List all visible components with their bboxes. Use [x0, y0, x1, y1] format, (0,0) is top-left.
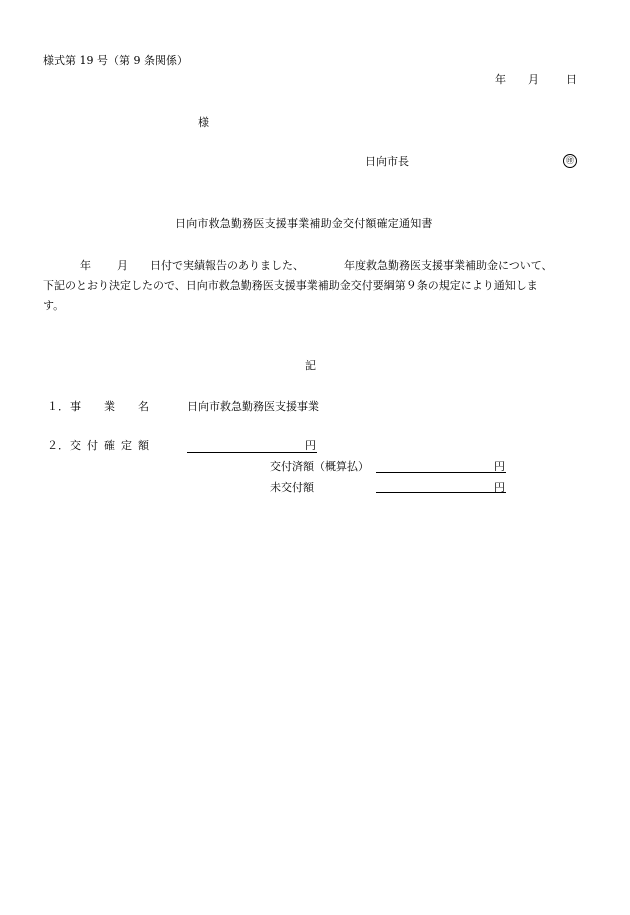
item-1-label: 事業名	[70, 400, 172, 413]
paid-amount-line	[376, 472, 506, 473]
unpaid-amount-unit: 円	[494, 481, 505, 494]
body-line-1	[43, 256, 580, 276]
ki-heading: 記	[305, 359, 316, 372]
unpaid-amount-line	[376, 492, 506, 493]
body-month-label: 月	[117, 259, 128, 272]
form-number: 様式第 19 号（第 9 条関係）	[43, 54, 188, 67]
paid-amount-unit: 円	[494, 460, 505, 473]
item-2-label: 交付確定額	[70, 439, 155, 452]
date-year-label: 年	[495, 73, 506, 86]
seal-mark: ㊞	[563, 154, 577, 168]
body-line-2: 下記のとおり決定したので、日向市救急勤務医支援事業補助金交付要綱第９条の規定により通知しま	[43, 279, 538, 292]
date-day-label: 日	[566, 73, 577, 86]
date-month-label: 月	[528, 73, 539, 86]
document-title: 日向市救急勤務医支援事業補助金交付額確定通知書	[175, 217, 433, 230]
body-line-3: す。	[43, 299, 65, 312]
body-year-label: 年	[80, 259, 91, 272]
item-2-number: ２．	[47, 439, 69, 452]
item-1-value: 日向市救急勤務医支援事業	[187, 400, 319, 413]
addressee-honorific: 様	[198, 116, 209, 129]
confirmed-amount-unit: 円	[305, 439, 316, 452]
confirmed-amount-line	[187, 452, 317, 453]
unpaid-amount-label: 未交付額	[270, 481, 314, 494]
issuer-name: 日向市長	[365, 155, 409, 168]
paid-amount-label: 交付済額（概算払）	[270, 460, 369, 473]
item-1-number: １．	[47, 400, 69, 413]
body-paragraph	[43, 256, 580, 316]
body-text-fiscal-year: 年度救急勤務医支援事業補助金について、	[344, 259, 553, 272]
body-text-report: 日付で実績報告のありました、	[150, 259, 304, 272]
